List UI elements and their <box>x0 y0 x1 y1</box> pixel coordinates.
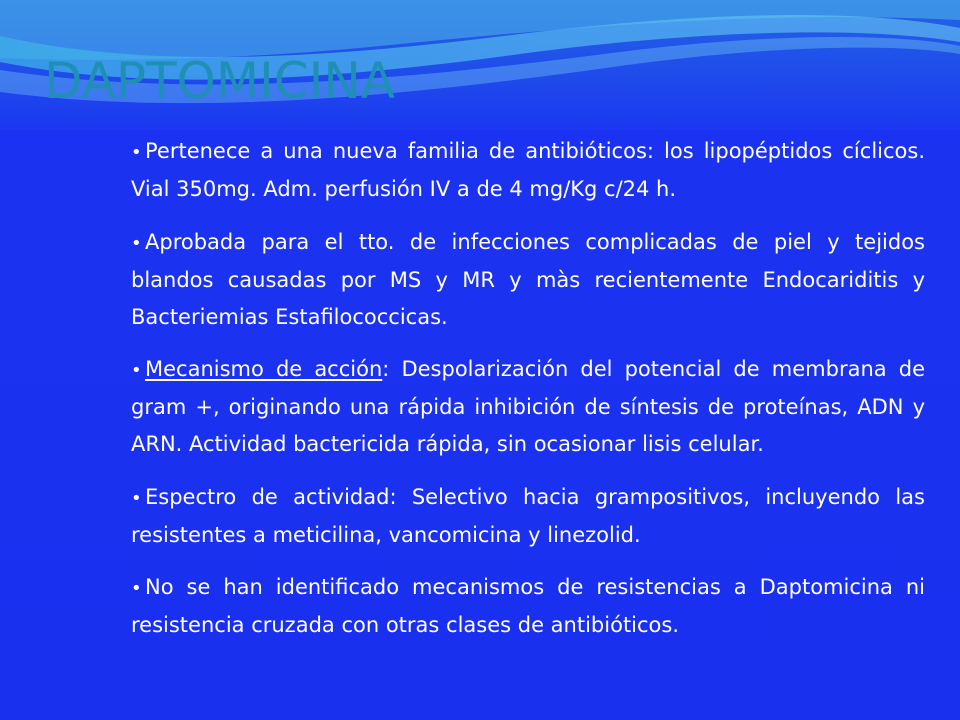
bullet-text: Aprobada para el tto. de infecciones complicadas de piel y tejidos blandos causadas por MS y MR y màs recientemente Endocariditis y Bacteriemias Estafilococcicas. <box>131 230 925 329</box>
bullet-list <box>131 133 925 660</box>
bullet-dot-icon: • <box>131 142 142 163</box>
bullet-underlined-term: Mecanismo de acción <box>145 357 383 381</box>
bullet-item <box>131 133 925 208</box>
bullet-dot-icon: • <box>131 578 142 599</box>
bullet-dot-icon: • <box>131 233 142 254</box>
bullet-text: Espectro de actividad: Selectivo hacia grampositivos, incluyendo las resistentes a meticilina, vancomicina y linezolid. <box>131 485 925 547</box>
bullet-item <box>131 351 925 463</box>
bullet-dot-icon: • <box>131 488 142 509</box>
slide-title: DAPTOMICINA <box>44 52 396 110</box>
bullet-text: No se han identificado mecanismos de resistencias a Daptomicina ni resistencia cruzada con otras clases de antibióticos. <box>131 575 925 637</box>
bullet-item <box>131 224 925 336</box>
bullet-text: : Despolarización del potencial de membrana de gram +, originando una rápida inhibición de síntesis de proteínas, ADN y ARN. Actividad bactericida rápida, sin ocasionar lisis celular. <box>131 357 925 456</box>
bullet-item <box>131 569 925 644</box>
bullet-text: Pertenece a una nueva familia de antibióticos: los lipopéptidos cíclicos. Vial 350mg. Adm. perfusión IV a de 4 mg/Kg c/24 h. <box>131 139 925 201</box>
bullet-item <box>131 479 925 554</box>
bullet-dot-icon: • <box>131 360 142 381</box>
